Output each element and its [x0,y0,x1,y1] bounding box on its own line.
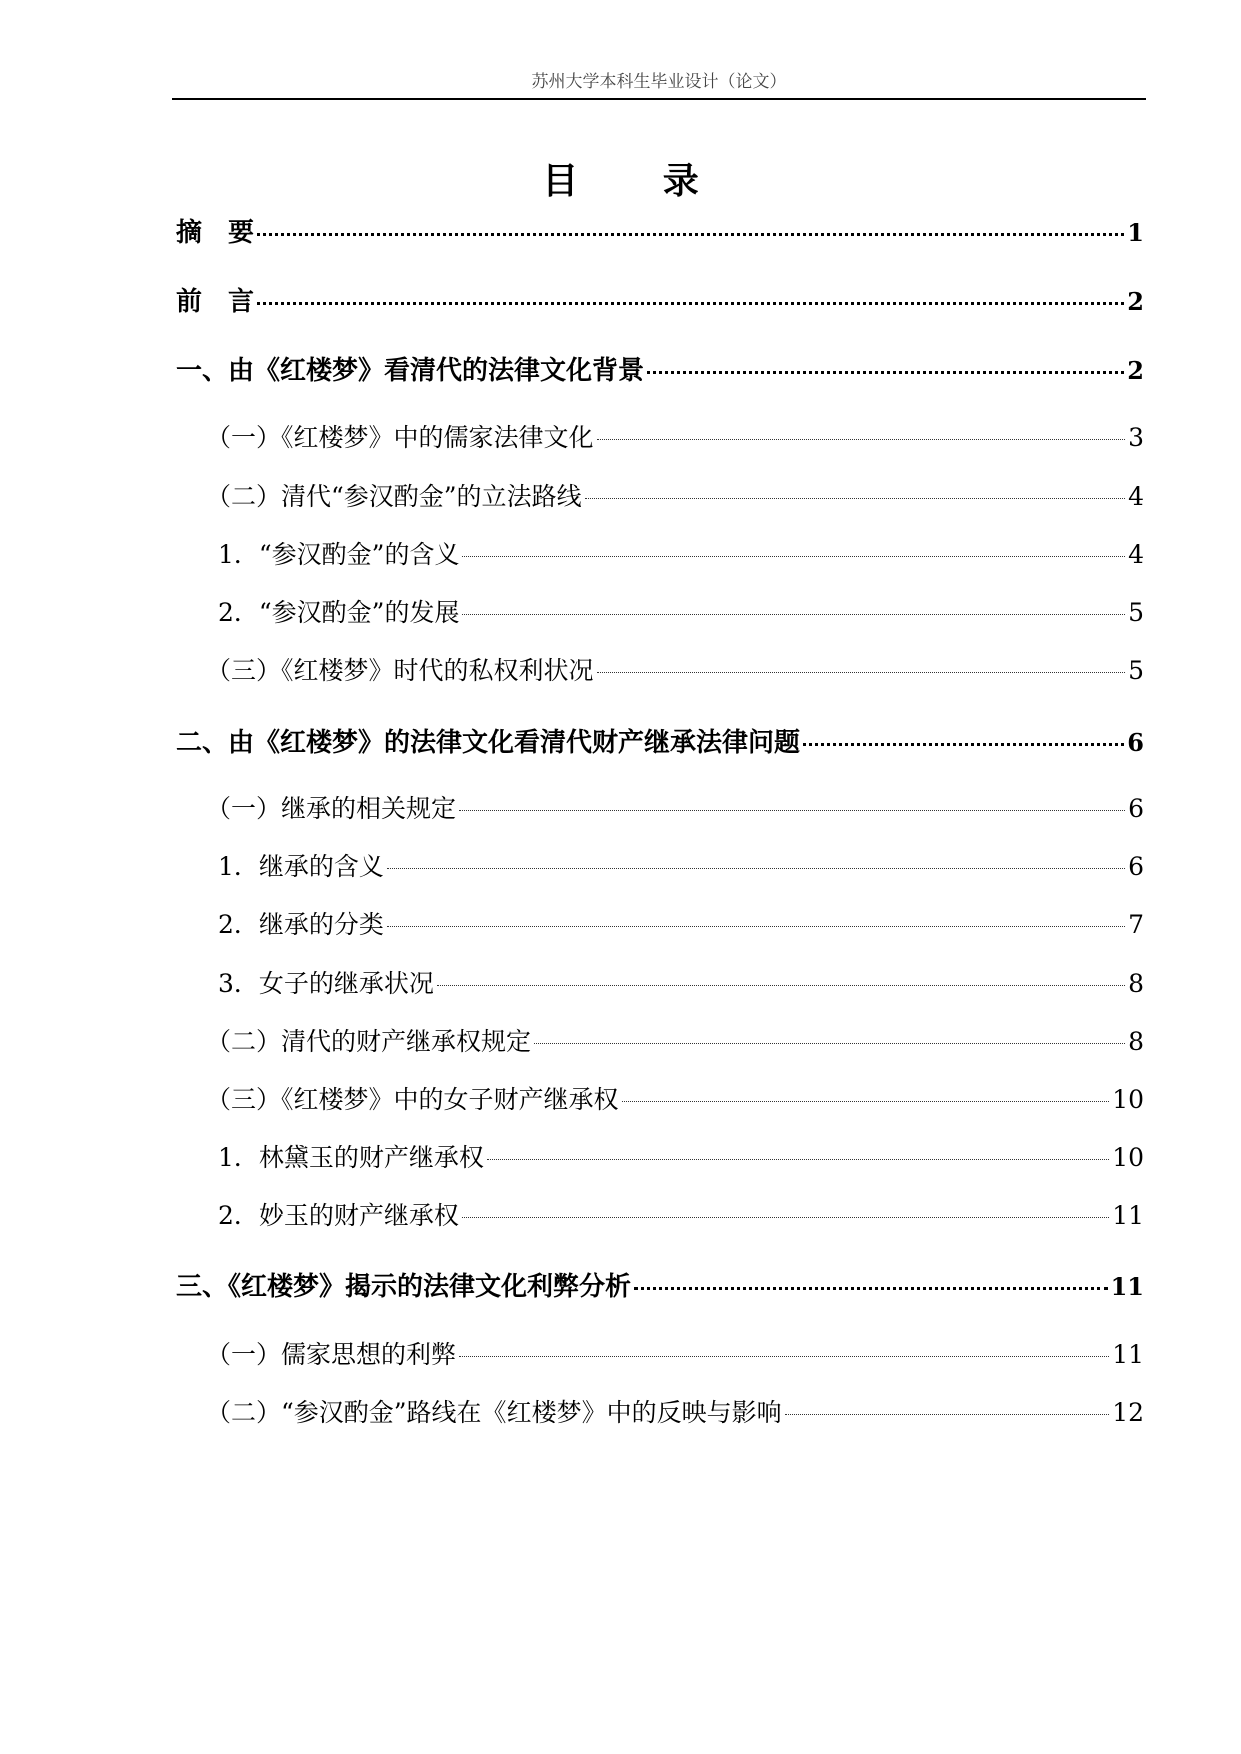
toc-entry-page: 2 [1127,287,1144,316]
toc-entry-page: 12 [1112,1398,1144,1427]
toc-entry-page: 2 [1127,356,1144,385]
toc-leader-dots [597,672,1126,673]
toc-entry-page: 10 [1112,1143,1144,1172]
toc-entry-page: 6 [1128,852,1144,881]
toc-entry-label: 1．林黛玉的财产继承权 [218,1143,484,1172]
toc-entry-label: 1．继承的含义 [218,852,384,881]
toc-leader-dots [462,614,1125,615]
toc-leader-dots [622,1101,1110,1102]
toc-entry-label: 1．“参汉酌金”的含义 [218,540,460,569]
toc-entry-label: （二）“参汉酌金”路线在《红楼梦》中的反映与影响 [206,1398,782,1427]
toc-entry-label: 2．继承的分类 [218,910,384,939]
toc-leader-dots [803,743,1124,746]
toc-leader-dots [785,1414,1110,1415]
toc-entry-subsection-1-2-2[interactable] [176,593,1144,629]
toc-leader-dots [597,439,1126,440]
toc-entry-page: 11 [1112,1340,1144,1369]
toc-entry-page: 8 [1128,969,1144,998]
toc-entry-page: 8 [1128,1027,1144,1056]
toc-entry-label: （二）清代的财产继承权规定 [206,1027,532,1056]
toc-entry-section-1-2[interactable] [176,477,1144,513]
toc-entry-section-1-1[interactable] [176,418,1144,454]
toc-entry-subsection-2-3-2[interactable] [176,1196,1144,1232]
toc-leader-dots [534,1043,1125,1044]
toc-entry-page: 1 [1127,218,1144,247]
toc-entry-page: 6 [1127,728,1144,757]
toc-leader-dots [387,926,1125,927]
toc-entry-chapter-1[interactable] [176,350,1144,387]
toc-entry-label: 2．妙玉的财产继承权 [218,1201,459,1230]
toc-entry-page: 7 [1128,910,1144,939]
toc-leader-dots [437,985,1125,986]
toc-leader-dots [462,556,1125,557]
toc-entry-label: 二、由《红楼梦》的法律文化看清代财产继承法律问题 [176,728,801,758]
toc-leader-dots [647,371,1124,374]
toc-entry-label: （一）继承的相关规定 [206,794,457,823]
toc-entry-subsection-2-3-1[interactable] [176,1138,1144,1174]
toc-entry-page: 3 [1128,423,1144,452]
toc-entry-subsection-2-1-3[interactable] [176,964,1144,1000]
toc-entry-page: 11 [1110,1272,1144,1301]
toc-leader-dots [459,810,1125,811]
toc-entry-label: （三）《红楼梦》中的女子财产继承权 [206,1085,619,1114]
toc-entry-preface[interactable] [176,281,1144,318]
toc-entry-page: 11 [1112,1201,1144,1230]
toc-entry-label: （三）《红楼梦》时代的私权利状况 [206,656,594,685]
toc-entry-label: 3．女子的继承状况 [218,969,434,998]
running-header-text: 苏州大学本科生毕业设计（论文） [531,72,787,92]
toc-entry-page: 4 [1128,482,1144,511]
toc-entry-chapter-2[interactable] [176,722,1144,759]
toc-leader-dots [387,868,1125,869]
toc-leader-dots [257,302,1124,305]
toc-leader-dots [585,498,1126,499]
toc-entry-section-1-3[interactable] [176,651,1144,687]
table-of-contents [176,0,1144,1754]
toc-leader-dots [634,1287,1108,1290]
toc-entry-subsection-2-1-1[interactable] [176,847,1144,883]
toc-entry-section-2-3[interactable] [176,1080,1144,1116]
toc-entry-page: 4 [1128,540,1144,569]
toc-entry-label: 三、《红楼梦》揭示的法律文化利弊分析 [176,1272,632,1302]
toc-entry-section-3-1[interactable] [176,1335,1144,1371]
toc-entry-label: 摘 要 [176,218,255,248]
toc-title: 目 录 [542,161,735,202]
toc-entry-subsection-1-2-1[interactable] [176,535,1144,571]
toc-entry-subsection-2-1-2[interactable] [176,905,1144,941]
toc-leader-dots [459,1356,1109,1357]
toc-entry-page: 5 [1128,656,1144,685]
toc-entry-label: 2．“参汉酌金”的发展 [218,598,460,627]
toc-entry-label: （一）《红楼梦》中的儒家法律文化 [206,423,594,452]
toc-leader-dots [257,233,1124,236]
toc-leader-dots [487,1159,1109,1160]
toc-entry-label: （二）清代“参汉酌金”的立法路线 [206,482,582,511]
toc-entry-page: 5 [1128,598,1144,627]
toc-entry-page: 10 [1112,1085,1144,1114]
toc-entry-section-3-2[interactable] [176,1393,1144,1429]
toc-entry-label: 前 言 [176,287,255,317]
toc-leader-dots [462,1217,1109,1218]
toc-entry-section-2-1[interactable] [176,789,1144,825]
toc-entry-chapter-3[interactable] [176,1266,1144,1303]
toc-entry-label: （一）儒家思想的利弊 [206,1340,457,1369]
toc-entry-section-2-2[interactable] [176,1022,1144,1058]
toc-entry-page: 6 [1128,794,1144,823]
toc-entry-abstract[interactable] [176,212,1144,249]
toc-entry-label: 一、由《红楼梦》看清代的法律文化背景 [176,356,645,386]
